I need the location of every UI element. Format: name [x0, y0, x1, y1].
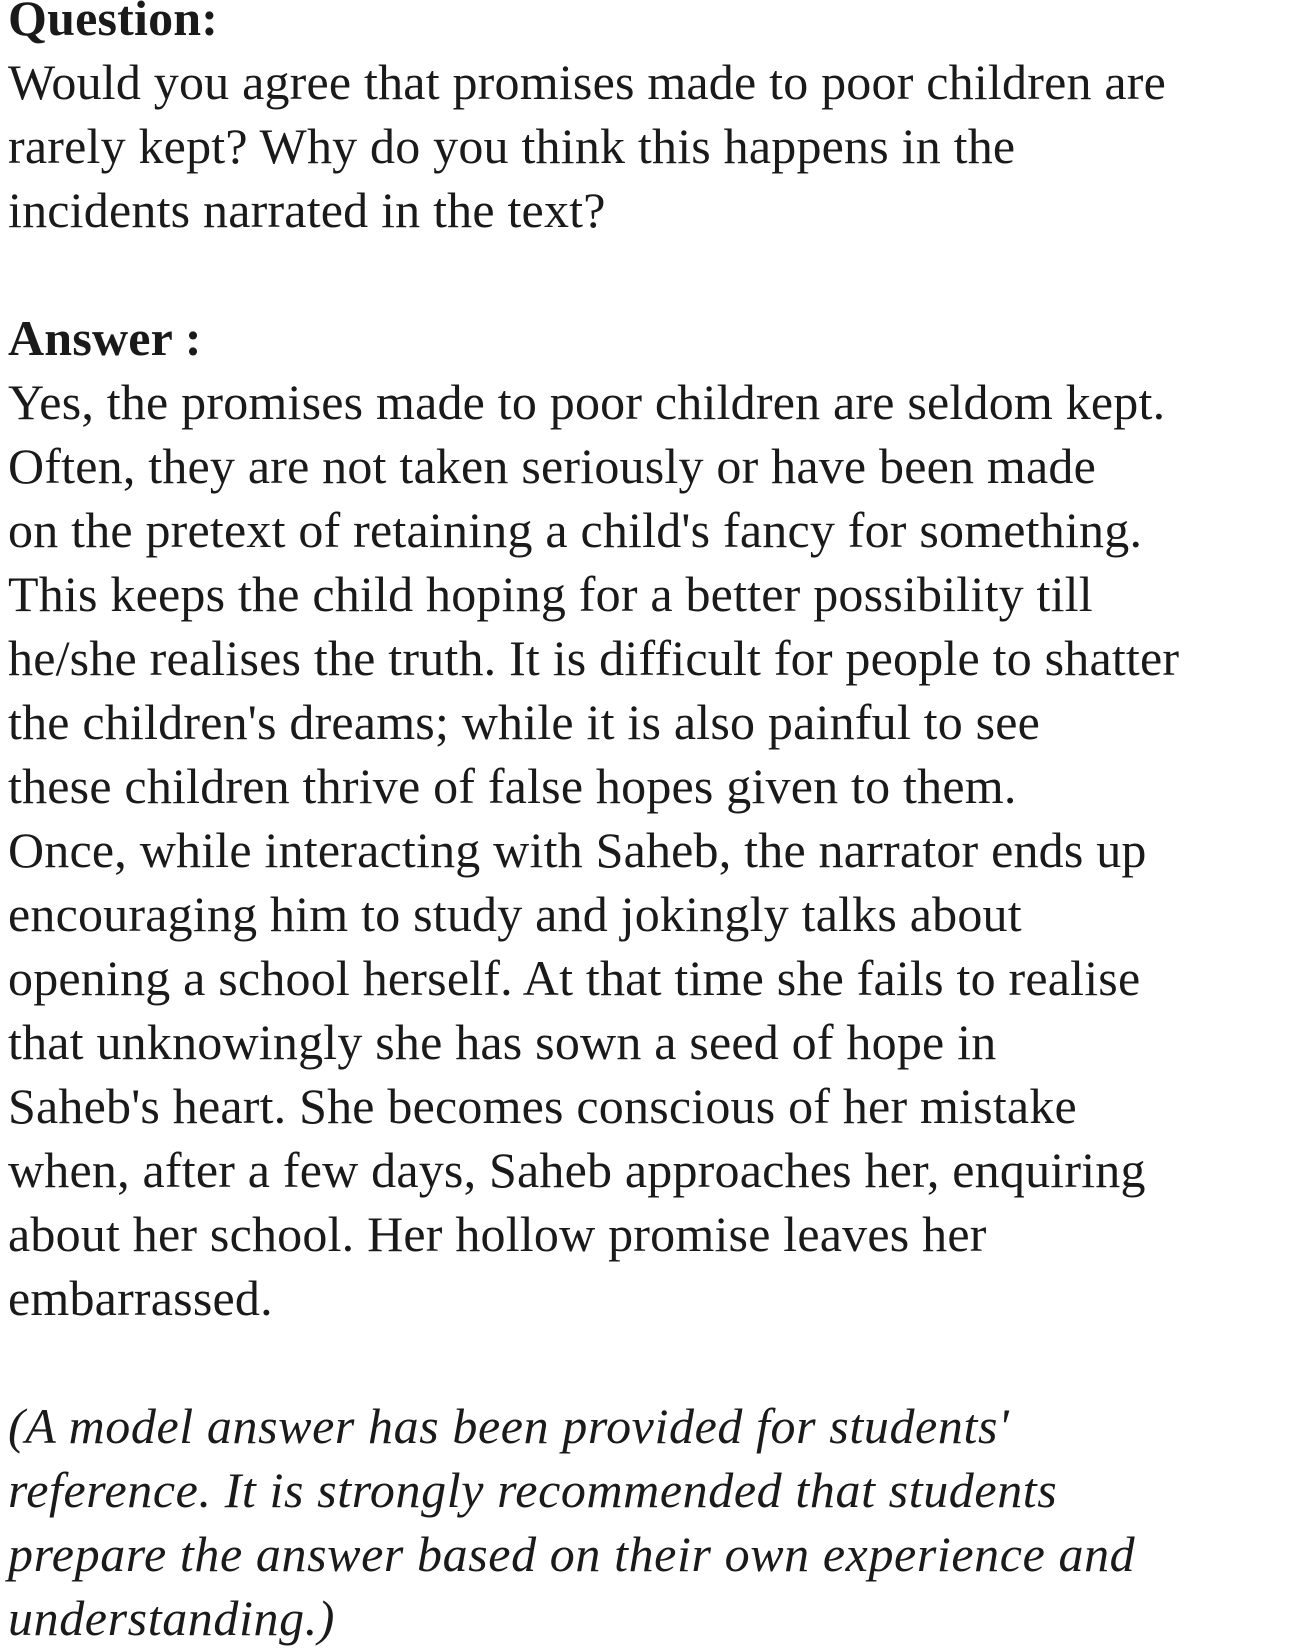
document [8, 0, 1294, 1650]
question-line: Would you agree that promises made to poor children are [8, 54, 1166, 110]
note-line: (A model answer has been provided for students' [8, 1398, 1010, 1454]
note-line: prepare the answer based on their own experience and [8, 1526, 1136, 1582]
answer-line: about her school. Her hollow promise leaves her [8, 1206, 987, 1262]
question-text [8, 50, 1294, 242]
answer-line: This keeps the child hoping for a better possibility till [8, 566, 1093, 622]
question-line: incidents narrated in the text? [8, 182, 606, 238]
answer-line: encouraging him to study and jokingly talks about [8, 886, 1022, 942]
question-line: rarely kept? Why do you think this happens in the [8, 118, 1016, 174]
answer-line: that unknowingly she has sown a seed of hope in [8, 1014, 997, 1070]
question-heading: Question: [8, 0, 219, 46]
answer-line: Saheb's heart. She becomes conscious of her mistake [8, 1078, 1077, 1134]
answer-line: these children thrive of false hopes given to them. [8, 758, 1017, 814]
answer-line: Once, while interacting with Saheb, the narrator ends up [8, 822, 1147, 878]
answer-line: when, after a few days, Saheb approaches her, enquiring [8, 1142, 1146, 1198]
answer-line: on the pretext of retaining a child's fancy for something. [8, 502, 1143, 558]
note-line: understanding.) [8, 1590, 336, 1646]
model-answer-note [8, 1394, 1294, 1650]
spacer [8, 242, 1294, 306]
spacer [8, 1330, 1294, 1394]
note-line: reference. It is strongly recommended that students [8, 1462, 1058, 1518]
answer-line: Yes, the promises made to poor children are seldom kept. [8, 374, 1166, 430]
answer-line: opening a school herself. At that time she fails to realise [8, 950, 1141, 1006]
answer-line: he/she realises the truth. It is difficult for people to shatter [8, 630, 1180, 686]
answer-line: embarrassed. [8, 1270, 273, 1326]
answer-line: the children's dreams; while it is also painful to see [8, 694, 1041, 750]
answer-heading: Answer : [8, 310, 202, 366]
answer-line: Often, they are not taken seriously or have been made [8, 438, 1096, 494]
answer-text [8, 370, 1294, 1330]
